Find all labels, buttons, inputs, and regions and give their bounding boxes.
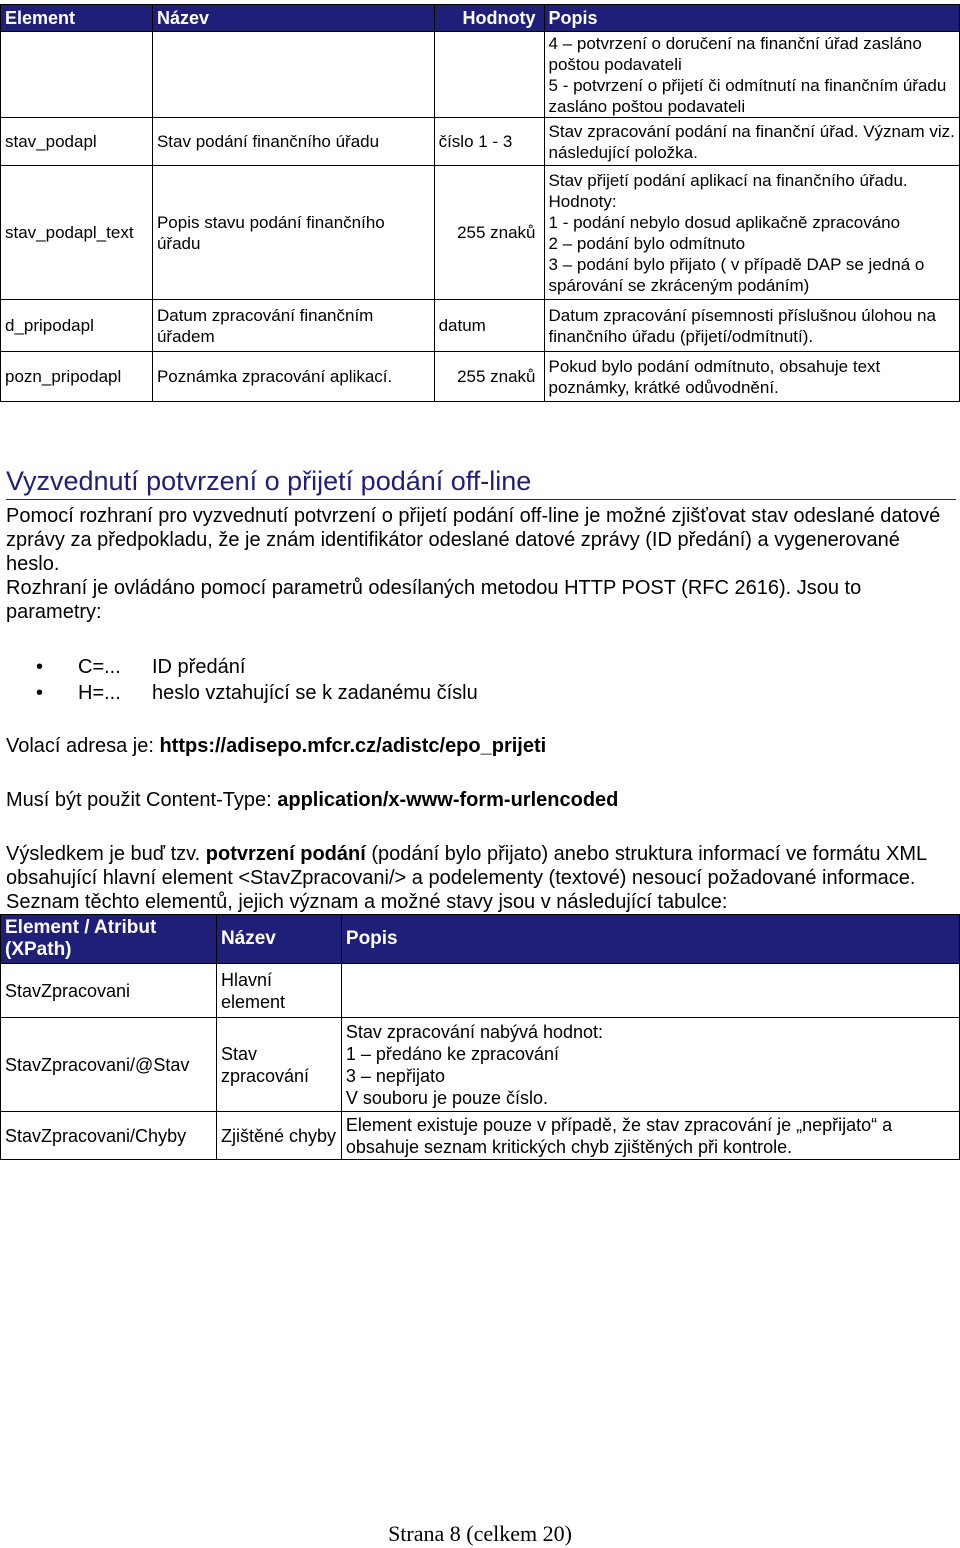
row-values: 255 znaků	[434, 352, 544, 402]
row-values: číslo 1 - 3	[434, 118, 544, 166]
row-element: stav_podapl	[1, 118, 153, 166]
table-row	[1, 300, 960, 352]
content-type-line: Musí být použit Content-Type: application/x-www-form-urlencoded	[6, 789, 619, 811]
row-name: Poznámka zpracování aplikací.	[152, 352, 434, 402]
status-elements-table	[0, 914, 960, 1160]
elements-table	[0, 4, 960, 402]
intro-paragraph: Pomocí rozhraní pro vyzvednutí potvrzení o přijetí podání off-line je možné zjišťovat stav odeslané datové zprávy za předpokladu, že je znám identifikátor odeslané datové zprávy (ID předání) a vygenerované heslo.	[6, 505, 941, 575]
row-description: 4 – potvrzení o doručení na finanční úřad zasláno poštou podavateli 5 - potvrzení o přijetí či odmítnutí na finančním úřadu zasláno poštou podavateli	[544, 32, 959, 118]
row-description: Stav zpracování nabývá hodnot: 1 – předáno ke zpracování 3 – nepřijato V souboru je pouze číslo.	[341, 1018, 959, 1112]
table-row	[1, 964, 960, 1018]
params-list	[36, 654, 478, 706]
row-element: StavZpracovani/@Stav	[1, 1018, 217, 1112]
row-name: Datum zpracování finančním úřadem	[152, 300, 434, 352]
row-description	[341, 964, 959, 1018]
table-row	[1, 118, 960, 166]
row-element: d_pripodapl	[1, 300, 153, 352]
header-popis: Popis	[341, 915, 959, 964]
status-table-header	[1, 915, 960, 964]
table-row	[1, 1112, 960, 1160]
header-nazev: Název	[152, 5, 434, 32]
row-values: datum	[434, 300, 544, 352]
list-item: • C=... ID předání	[36, 654, 478, 680]
endpoint-url: https://adisepo.mfcr.cz/adistc/epo_prijeti	[159, 735, 547, 757]
params-paragraph: Rozhraní je ovládáno pomocí parametrů odesílaných metodou HTTP POST (RFC 2616). Jsou to parametry:	[6, 577, 862, 623]
header-element: Element	[1, 5, 153, 32]
table-row	[1, 166, 960, 300]
row-description: Stav přijetí podání aplikací na finančního úřadu. Hodnoty: 1 - podání nebylo dosud aplikačně zpracováno 2 – podání bylo odmítnuto 3 – podání bylo přijato ( v případě DAP se jedná o spárování se zkráceným podáním)	[544, 166, 959, 300]
url-line: Volací adresa je: https://adisepo.mfcr.cz/adistc/epo_prijeti	[6, 735, 547, 757]
header-hodnoty: Hodnoty	[434, 5, 544, 32]
row-description: Pokud bylo podání odmítnuto, obsahuje text poznámky, krátké odůvodnění.	[544, 352, 959, 402]
table-row	[1, 1018, 960, 1112]
row-description: Datum zpracování písemnosti příslušnou úlohou na finančního úřadu (přijetí/odmítnutí).	[544, 300, 959, 352]
row-name: Stav zpracování	[216, 1018, 341, 1112]
page-footer: Strana 8 (celkem 20)	[388, 1521, 572, 1546]
row-element: pozn_pripodapl	[1, 352, 153, 402]
header-element-xpath: Element / Atribut (XPath)	[1, 915, 217, 964]
row-element: stav_podapl_text	[1, 166, 153, 300]
row-values: 255 znaků	[434, 166, 544, 300]
header-nazev: Název	[216, 915, 341, 964]
elements-table-header	[1, 5, 960, 32]
list-item: • H=... heslo vztahující se k zadanému číslu	[36, 680, 478, 706]
row-description: Stav zpracování podání na finanční úřad. Význam viz. následující položka.	[544, 118, 959, 166]
table-row	[1, 352, 960, 402]
section-heading: Vyzvednutí potvrzení o přijetí podání off-line	[6, 466, 956, 500]
result-paragraph: Výsledkem je buď tzv. potvrzení podání (podání bylo přijato) anebo struktura informací ve formátu XML obsahující hlavní element <StavZpracovani/> a podelementy (textové) nesoucí požadované informace. Seznam těchto elementů, jejich význam a možné stavy jsou v následující tabulce:	[6, 843, 927, 913]
table-row	[1, 32, 960, 118]
row-name: Stav podání finančního úřadu	[152, 118, 434, 166]
row-name: Zjištěné chyby	[216, 1112, 341, 1160]
content-type-value: application/x-www-form-urlencoded	[277, 789, 619, 811]
row-element: StavZpracovani	[1, 964, 217, 1018]
row-element: StavZpracovani/Chyby	[1, 1112, 217, 1160]
header-popis: Popis	[544, 5, 959, 32]
row-name: Hlavní element	[216, 964, 341, 1018]
row-name: Popis stavu podání finančního úřadu	[152, 166, 434, 300]
row-description: Element existuje pouze v případě, že stav zpracování je „nepřijato“ a obsahuje seznam kritických chyb zjištěných při kontrole.	[341, 1112, 959, 1160]
